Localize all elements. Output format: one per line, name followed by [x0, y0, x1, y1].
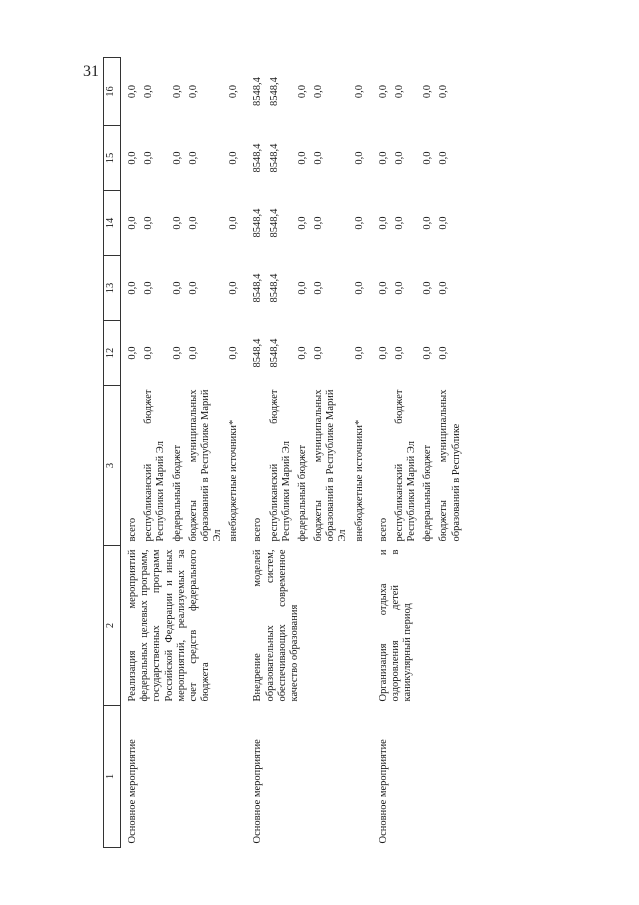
value-cell: 8548,4	[252, 77, 264, 106]
event-name-cell: Реализация мероприятий федеральных целевых программ, государственных программ Российской Федерации и иных мероприятий, реализуемых за счет средств федерального бюджета	[127, 549, 212, 702]
value-cell: 0,0	[143, 84, 155, 99]
value-cell: 0,0	[353, 216, 365, 230]
value-cell: 0,0	[422, 216, 434, 230]
value-cell: 0,0	[187, 151, 199, 165]
value-cell: 0,0	[422, 281, 434, 295]
value-cell: 0,0	[377, 281, 389, 295]
budget-table	[103, 57, 465, 848]
value-cell: 0,0	[296, 216, 308, 230]
source-cell: внебюджетные источники*	[353, 419, 365, 542]
value-cell: 0,0	[422, 151, 434, 165]
source-cell: бюджеты муниципальных образований в Республике Марий Эл	[187, 389, 224, 542]
column-header: 16	[104, 58, 121, 126]
value-cell: 0,0	[313, 84, 325, 99]
event-type-cell: Основное мероприятие	[127, 739, 138, 844]
value-cell: 0,0	[377, 84, 389, 99]
group-spacer	[368, 58, 376, 848]
column-header: 2	[104, 546, 121, 706]
value-cell: 0,0	[438, 151, 450, 165]
value-cell: 0,0	[353, 281, 365, 295]
value-cell: 0,0	[171, 151, 183, 165]
value-cell: 8548,4	[268, 143, 280, 173]
value-cell: 0,0	[127, 346, 138, 360]
value-cell: 0,0	[296, 151, 308, 165]
source-cell: федеральный бюджет	[422, 444, 434, 542]
source-cell: всего	[377, 517, 389, 542]
value-cell: 0,0	[171, 281, 183, 295]
value-cell: 0,0	[438, 281, 450, 295]
value-cell: 0,0	[353, 346, 365, 360]
table-row	[121, 58, 142, 848]
value-cell: 0,0	[171, 84, 183, 99]
table-row	[250, 58, 266, 848]
source-cell: республиканский бюджет Республики Марий Эл	[268, 389, 292, 542]
value-cell: 0,0	[393, 84, 405, 99]
value-cell: 0,0	[377, 346, 389, 360]
value-cell: 0,0	[127, 281, 138, 295]
column-header: 13	[104, 256, 121, 321]
value-cell: 0,0	[127, 151, 138, 165]
value-cell: 0,0	[422, 84, 434, 99]
value-cell: 0,0	[393, 151, 405, 165]
value-cell: 0,0	[296, 281, 308, 295]
value-cell: 0,0	[438, 346, 450, 360]
value-cell: 0,0	[296, 346, 308, 360]
column-header: 12	[104, 321, 121, 386]
source-cell: бюджеты муниципальных образований в Республике	[438, 389, 462, 542]
value-cell: 0,0	[296, 84, 308, 99]
rotated-table-container	[103, 58, 573, 848]
source-cell: внебюджетные источники*	[228, 419, 240, 542]
source-cell: республиканский бюджет Республики Марий Эл	[143, 389, 167, 542]
source-cell: республиканский бюджет Республики Марий Эл	[393, 389, 418, 542]
event-type-cell: Основное мероприятие	[377, 739, 389, 844]
value-cell: 0,0	[143, 346, 155, 360]
value-cell: 0,0	[143, 151, 155, 165]
value-cell: 0,0	[393, 281, 405, 295]
event-name-cell: Организация отдыха и оздоровления детей в каникулярный период	[377, 549, 414, 702]
source-cell: всего	[252, 517, 264, 542]
value-cell: 0,0	[127, 216, 138, 230]
source-cell: федеральный бюджет	[296, 444, 308, 542]
value-cell: 0,0	[187, 346, 199, 360]
value-cell: 0,0	[393, 346, 405, 360]
value-cell: 0,0	[187, 281, 199, 295]
value-cell: 8548,4	[252, 208, 264, 238]
event-name-cell: Внедрение моделей образовательных систем, обеспечивающих современное качество образования	[252, 549, 300, 702]
value-cell: 0,0	[143, 216, 155, 230]
event-type-cell: Основное мероприятие	[252, 739, 264, 844]
value-cell: 0,0	[438, 84, 450, 99]
value-cell: 0,0	[377, 216, 389, 230]
value-cell: 0,0	[171, 346, 183, 360]
value-cell: 0,0	[228, 151, 240, 165]
value-cell: 0,0	[313, 216, 325, 230]
source-cell: всего	[127, 517, 138, 542]
value-cell: 8548,4	[268, 77, 280, 106]
page-number: 31	[83, 63, 99, 80]
value-cell: 8548,4	[268, 208, 280, 238]
value-cell: 8548,4	[252, 338, 264, 368]
value-cell: 0,0	[187, 84, 199, 99]
value-cell: 0,0	[143, 281, 155, 295]
value-cell: 0,0	[171, 216, 183, 230]
source-cell: федеральный бюджет	[171, 444, 183, 542]
group-spacer	[242, 58, 250, 848]
column-header: 15	[104, 126, 121, 191]
value-cell: 8548,4	[252, 273, 264, 303]
source-cell: бюджеты муниципальных образований в Республике Марий Эл	[313, 389, 349, 542]
value-cell: 0,0	[127, 84, 138, 99]
value-cell: 0,0	[353, 84, 365, 99]
value-cell: 0,0	[313, 346, 325, 360]
value-cell: 0,0	[313, 281, 325, 295]
value-cell: 0,0	[422, 346, 434, 360]
value-cell: 0,0	[187, 216, 199, 230]
value-cell: 8548,4	[268, 338, 280, 368]
value-cell: 0,0	[377, 151, 389, 165]
column-header: 14	[104, 191, 121, 256]
value-cell: 0,0	[438, 216, 450, 230]
value-cell: 8548,4	[268, 273, 280, 303]
value-cell: 0,0	[353, 151, 365, 165]
value-cell: 0,0	[313, 151, 325, 165]
value-cell: 0,0	[228, 216, 240, 230]
column-header: 3	[104, 386, 121, 546]
value-cell: 0,0	[228, 84, 240, 99]
table-header-row	[104, 58, 121, 848]
value-cell: 0,0	[228, 346, 240, 360]
value-cell: 8548,4	[252, 143, 264, 173]
table-row	[376, 58, 392, 848]
column-header: 1	[104, 706, 121, 848]
value-cell: 0,0	[228, 281, 240, 295]
value-cell: 0,0	[393, 216, 405, 230]
